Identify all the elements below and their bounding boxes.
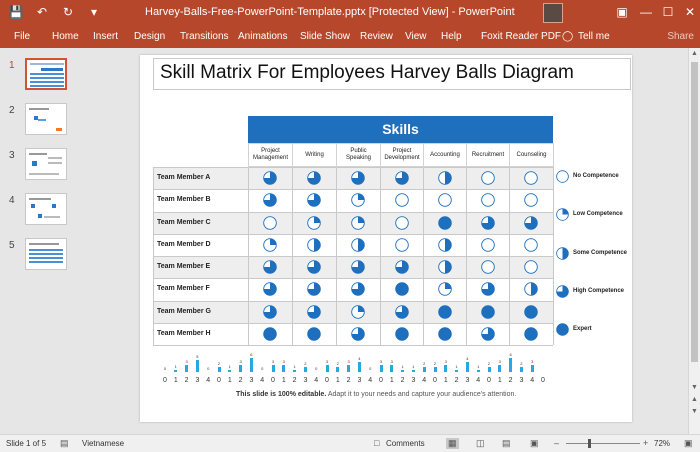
tick-label: 3 [465, 377, 470, 384]
harvey-ball [524, 260, 538, 274]
status-bar [0, 434, 700, 452]
bar [228, 370, 231, 372]
harvey-ball [307, 193, 321, 207]
save-icon[interactable]: 💾 [8, 5, 24, 19]
data-label: 2 [304, 361, 307, 367]
harvey-ball [351, 171, 365, 185]
comments-icon[interactable]: □ [374, 438, 380, 448]
tab-view[interactable]: View [405, 31, 427, 42]
slide-title[interactable]: Skill Matrix For Employees Harvey Balls Diagram [153, 58, 631, 90]
thumbnail-5[interactable]: 5 [0, 238, 76, 274]
harvey-ball [263, 282, 277, 296]
harvey-ball [438, 216, 452, 230]
data-label: 5 [196, 354, 199, 359]
column-header: Project Management [248, 143, 293, 167]
legend-label: Expert [573, 326, 592, 332]
close-button[interactable]: ✕ [684, 5, 696, 19]
tab-review[interactable]: Review [360, 31, 393, 42]
harvey-ball [438, 327, 452, 341]
harvey-ball [307, 171, 321, 185]
harvey-ball [263, 327, 277, 341]
tab-file[interactable]: File [14, 31, 31, 42]
column-header: Public Speaking [336, 143, 381, 167]
bar [218, 367, 221, 372]
bar [412, 370, 415, 372]
legend-harvey-ball [556, 323, 569, 336]
data-label: 4 [358, 356, 361, 362]
harvey-ball [395, 305, 409, 319]
title-bar [0, 0, 700, 26]
tick-label: 1 [443, 377, 448, 384]
language[interactable]: Vietnamese [82, 439, 125, 448]
tick-label: 1 [173, 377, 178, 384]
bar [477, 370, 480, 372]
grid-line [153, 167, 553, 168]
bar [444, 365, 447, 372]
data-label: 3 [390, 358, 393, 364]
tab-design[interactable]: Design [134, 31, 166, 42]
harvey-ball [438, 282, 452, 296]
harvey-ball [481, 260, 495, 274]
data-label: 2 [487, 361, 491, 367]
tick-label: 2 [454, 377, 459, 384]
data-label: 3 [379, 358, 383, 364]
zoom-level[interactable]: 72% [654, 439, 671, 448]
tell-me[interactable]: Tell me [578, 31, 610, 42]
scroll-up-icon[interactable]: ▲ [691, 50, 698, 57]
data-label: 1 [293, 363, 296, 369]
grid-line [380, 167, 381, 345]
harvey-ball [481, 238, 495, 252]
slide-counter[interactable]: Slide 1 of 5 [6, 439, 47, 448]
harvey-ball [351, 238, 365, 252]
row-label: Team Member G [157, 307, 211, 315]
tick-label: 3 [195, 377, 200, 384]
slide-show-icon[interactable]: ▣ [530, 438, 539, 448]
tick-label: 0 [379, 377, 383, 384]
legend-label: No Competence [573, 173, 619, 179]
row-label: Team Member B [157, 196, 211, 204]
grid-line [509, 167, 510, 345]
slide-note: This slide is 100% editable. Adapt it to your needs and capture your audience's attention. [236, 391, 517, 398]
ribbon-display-icon[interactable]: ▣ [616, 5, 628, 19]
tick-label: 2 [184, 377, 189, 384]
tick-label: 2 [400, 377, 405, 384]
data-label: 3 [239, 358, 242, 364]
tick-label: 1 [227, 377, 232, 384]
data-label: 0 [163, 366, 167, 371]
tick-label: 0 [433, 377, 437, 384]
tick-label: 1 [497, 377, 502, 384]
harvey-ball [351, 305, 365, 319]
normal-view-icon[interactable]: ▦ [448, 438, 457, 448]
bar [455, 370, 458, 372]
minimize-button[interactable]: — [640, 5, 652, 19]
harvey-ball [524, 282, 538, 296]
harvey-ball [395, 260, 409, 274]
redo-icon[interactable]: ↻ [62, 5, 74, 19]
harvey-ball [395, 327, 409, 341]
bar [326, 365, 329, 372]
tick-label: 3 [249, 377, 254, 384]
data-label: 1 [477, 363, 480, 369]
tab-help[interactable]: Help [441, 31, 462, 42]
thumbnail-4[interactable]: 4 [0, 193, 76, 229]
harvey-ball [524, 171, 538, 185]
tick-label: 1 [281, 377, 286, 384]
harvey-ball [481, 171, 495, 185]
tick-label: 0 [163, 377, 167, 384]
scroll-down-icon[interactable]: ▼ [691, 384, 698, 391]
row-label: Team Member F [157, 285, 210, 293]
thumbnail-image[interactable] [25, 103, 67, 135]
data-label: 3 [444, 358, 447, 364]
harvey-ball [351, 282, 365, 296]
bar [423, 367, 426, 372]
grid-line [153, 234, 553, 235]
share-button[interactable]: Share [667, 31, 694, 42]
tick-label: 4 [530, 377, 535, 384]
harvey-ball [263, 260, 277, 274]
comments-button[interactable]: Comments [386, 439, 425, 448]
harvey-ball [438, 305, 452, 319]
thumbnail-2[interactable]: 2 [0, 103, 76, 139]
data-label: 6 [250, 351, 253, 357]
tick-label: 2 [346, 377, 351, 384]
harvey-ball [351, 260, 365, 274]
bar [336, 367, 339, 372]
bar [293, 370, 296, 372]
harvey-ball [438, 193, 452, 207]
zoom-out-icon[interactable]: – [554, 438, 560, 448]
harvey-ball [351, 216, 365, 230]
harvey-ball [307, 238, 321, 252]
harvey-ball [524, 216, 538, 230]
thumbnail-image[interactable] [25, 238, 67, 270]
harvey-ball [524, 193, 538, 207]
data-label: 1 [228, 363, 231, 369]
bar [509, 358, 512, 372]
data-label: 2 [433, 361, 437, 367]
bar [174, 370, 177, 372]
harvey-ball [438, 171, 452, 185]
grid-line [423, 167, 424, 345]
grid-line [153, 167, 154, 345]
tab-foxit[interactable]: Foxit Reader PDF [481, 31, 562, 42]
tick-label: 0 [271, 377, 275, 384]
tick-label: 4 [368, 377, 373, 384]
legend-harvey-ball [556, 247, 569, 260]
notes-icon[interactable]: ▤ [60, 438, 69, 448]
harvey-ball [307, 260, 321, 274]
data-label: 1 [455, 363, 458, 369]
undo-icon[interactable]: ↶ [36, 5, 48, 19]
legend-harvey-ball [556, 208, 569, 221]
window-title: Harvey-Balls-Free-PowerPoint-Template.pptx [Protected View] - PowerPoint [145, 6, 515, 18]
harvey-ball [481, 193, 495, 207]
harvey-ball [307, 216, 321, 230]
grid-line [153, 278, 553, 279]
harvey-ball [263, 171, 277, 185]
tick-label: 1 [335, 377, 340, 384]
harvey-ball [307, 327, 321, 341]
data-label: 0 [369, 366, 372, 371]
data-label: 2 [217, 361, 221, 367]
grid-line [153, 189, 553, 190]
bar [347, 365, 350, 372]
data-label: 3 [531, 358, 534, 364]
data-label: 4 [466, 356, 469, 362]
data-label: 2 [520, 361, 523, 367]
data-label: 3 [498, 358, 501, 364]
grid-line [466, 167, 467, 345]
harvey-ball [481, 216, 495, 230]
thumbnail-3[interactable]: 3 [0, 148, 76, 184]
data-label: 2 [423, 361, 426, 367]
fit-to-window-icon[interactable]: ▣ [684, 438, 693, 448]
next-slide-icon[interactable]: ▼ [691, 408, 698, 415]
tick-label: 4 [206, 377, 211, 384]
bar [272, 365, 275, 372]
ribbon-tabs [0, 26, 700, 48]
harvey-ball [263, 193, 277, 207]
bar [390, 365, 393, 372]
column-header: Counseling [509, 143, 554, 167]
vertical-scrollbar[interactable] [688, 48, 700, 434]
harvey-ball [481, 282, 495, 296]
tick-label: 1 [389, 377, 394, 384]
column-header: Recruitment [466, 143, 510, 167]
tick-label: 2 [508, 377, 513, 384]
tab-transitions[interactable]: Transitions [180, 31, 229, 42]
tick-label: 0 [487, 377, 491, 384]
customize-icon[interactable]: ▾ [90, 5, 98, 19]
bar [250, 358, 253, 372]
zoom-slider[interactable] [566, 443, 640, 444]
thumbnail-image[interactable] [25, 193, 67, 225]
grid-line [153, 301, 553, 302]
bar [358, 362, 361, 372]
row-label: Team Member E [157, 263, 211, 270]
data-label: 6 [509, 351, 512, 357]
zoom-slider-knob[interactable] [588, 439, 591, 448]
bar [520, 367, 523, 372]
scrollbar-thumb[interactable] [691, 62, 698, 362]
bar [531, 365, 534, 372]
tick-label: 4 [260, 377, 265, 384]
prev-slide-icon[interactable]: ▲ [691, 396, 698, 403]
harvey-ball [263, 216, 277, 230]
data-label: 0 [315, 366, 318, 371]
grid-line [336, 167, 337, 345]
harvey-ball [395, 193, 409, 207]
data-label: 3 [185, 358, 188, 364]
harvey-ball [481, 327, 495, 341]
tick-label: 3 [519, 377, 524, 384]
grid-line [553, 167, 554, 345]
tick-label: 4 [422, 377, 427, 384]
tick-label: 4 [476, 377, 481, 384]
thumbnail-image[interactable] [25, 148, 67, 180]
harvey-ball [395, 238, 409, 252]
tick-label: 0 [217, 377, 221, 384]
bar [498, 365, 501, 372]
tab-slide-show[interactable]: Slide Show [300, 31, 351, 42]
harvey-ball [524, 238, 538, 252]
harvey-ball [438, 260, 452, 274]
restore-button[interactable]: ☐ [662, 5, 674, 19]
column-header: Project Development [380, 143, 424, 167]
tick-label: 2 [238, 377, 243, 384]
harvey-ball [524, 305, 538, 319]
data-label: 3 [271, 358, 275, 364]
legend-harvey-ball [556, 170, 569, 183]
tick-label: 0 [325, 377, 329, 384]
harvey-ball [351, 193, 365, 207]
grid-line [248, 167, 249, 345]
tick-label: 2 [292, 377, 297, 384]
tick-label: 3 [357, 377, 362, 384]
thumbnail-image[interactable] [25, 58, 67, 90]
data-label: 0 [261, 366, 264, 371]
harvey-ball [481, 305, 495, 319]
data-label: 1 [401, 363, 404, 369]
column-header: Accounting [423, 143, 467, 167]
row-label: Team Member D [157, 240, 211, 248]
bar [239, 365, 242, 372]
data-label: 2 [336, 361, 339, 367]
bar [304, 367, 307, 372]
row-label: Team Member C [157, 218, 211, 226]
data-label: 3 [282, 358, 285, 364]
grid-line [153, 212, 553, 213]
data-label: 1 [174, 363, 177, 369]
bar [196, 360, 199, 372]
bar [185, 365, 188, 372]
tick-label: 0 [541, 377, 545, 384]
tab-home[interactable]: Home [52, 31, 79, 42]
harvey-ball [438, 238, 452, 252]
legend-label: High Competence [573, 288, 625, 294]
harvey-ball [395, 216, 409, 230]
data-label: 3 [347, 358, 350, 364]
slide-sorter-icon[interactable]: ◫ [476, 438, 485, 448]
lightbulb-icon: ◯ [562, 31, 574, 42]
grid-line [153, 345, 553, 346]
harvey-ball [524, 327, 538, 341]
bar [282, 365, 285, 372]
data-label: 1 [412, 363, 415, 369]
avatar[interactable] [543, 3, 563, 23]
harvey-ball [351, 327, 365, 341]
harvey-ball [395, 171, 409, 185]
bar [488, 367, 491, 372]
harvey-ball [307, 305, 321, 319]
tab-animations[interactable]: Animations [238, 31, 288, 42]
data-label: 3 [325, 358, 329, 364]
legend-harvey-ball [556, 285, 569, 298]
column-header: Writing [292, 143, 337, 167]
grid-line [153, 323, 553, 324]
zoom-in-icon[interactable]: + [643, 438, 649, 448]
tick-label: 3 [303, 377, 308, 384]
tab-insert[interactable]: Insert [93, 31, 119, 42]
tick-label: 3 [411, 377, 416, 384]
harvey-ball [395, 282, 409, 296]
quick-access-toolbar [8, 5, 102, 19]
grid-line [153, 256, 553, 257]
grid-line [292, 167, 293, 345]
bar [466, 362, 469, 372]
harvey-ball [307, 282, 321, 296]
harvey-ball [263, 305, 277, 319]
bar [401, 370, 404, 372]
harvey-ball [263, 238, 277, 252]
thumbnail-1[interactable]: 1 [0, 58, 76, 94]
skills-banner: Skills [248, 116, 553, 143]
row-label: Team Member H [157, 329, 211, 337]
bar [434, 367, 437, 372]
tick-label: 4 [314, 377, 319, 384]
reading-view-icon[interactable]: ▤ [502, 438, 511, 448]
bar [380, 365, 383, 372]
legend-label: Some Competence [573, 250, 628, 256]
row-label: Team Member A [157, 174, 211, 181]
legend-label: Low Competence [573, 211, 623, 217]
data-label: 0 [207, 366, 210, 371]
